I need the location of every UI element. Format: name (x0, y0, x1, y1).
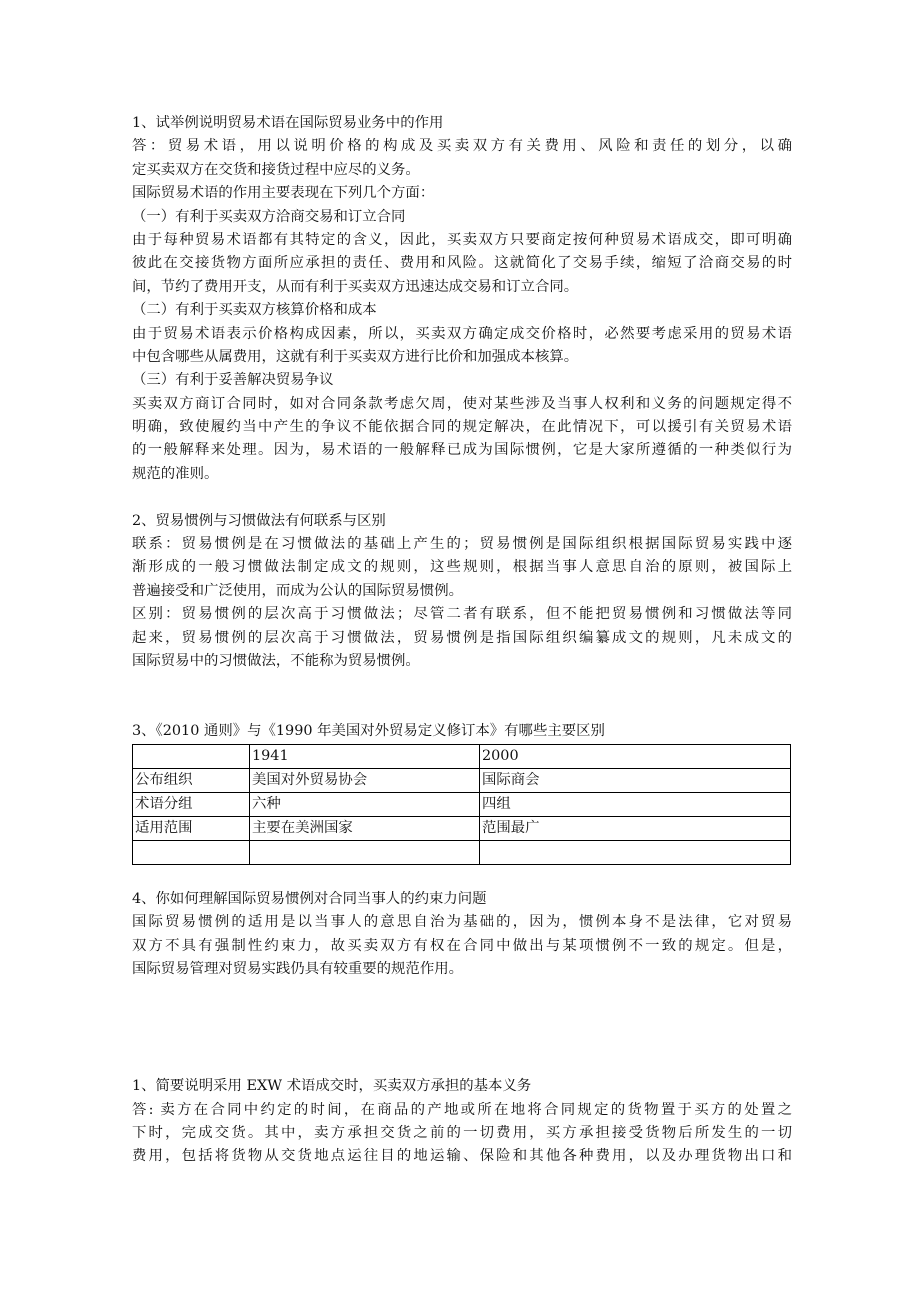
section4-heading: 4、你如何理解国际贸易惯例对合同当事人的约束力问题 (132, 890, 487, 907)
spacer (132, 1028, 792, 1075)
section2-diff-line: 区别：贸易惯例的层次高于习惯做法；尽管二者有联系，但不能把贸易惯例和习惯做法等同 (132, 606, 792, 623)
section4-text-line: 双方不具有强制性约束力，故买卖双方有权在合同中做出与某项惯例不一致的规定。但是， (132, 937, 792, 954)
table-cell: 四组 (480, 792, 791, 816)
table-cell: 1941 (250, 744, 480, 768)
table-row (133, 768, 791, 792)
table-row (133, 840, 791, 864)
table-cell (133, 840, 250, 864)
point1-text-line: 彼此在交接货物方面所应承担的责任、费用和风险。这就简化了交易手续，缩短了洽商交易的时 (132, 255, 792, 272)
section2-heading: 2、贸易惯例与习惯做法有何联系与区别 (132, 512, 386, 529)
point3-text-line: 买卖双方商订合同时，如对合同条款考虑欠周，使对某些涉及当事人权利和义务的问题规定得不 (132, 395, 792, 412)
point2-text-line: 中包含哪些从属费用，这就有利于买卖双方进行比价和加强成本核算。 (132, 348, 579, 365)
section5-text-line: 费用，包括将货物从交货地点运往目的地运输、保险和其他各种费用，以及办理货物出口和 (132, 1148, 792, 1165)
table-cell: 适用范围 (133, 816, 250, 840)
section1-answer-line: 答：贸易术语，用以说明价格的构成及买卖双方有关费用、风险和责任的划分，以确 (132, 138, 792, 155)
table-cell: 国际商会 (480, 768, 791, 792)
table-cell: 术语分组 (133, 792, 250, 816)
point3-title: （三）有利于妥善解决贸易争议 (132, 372, 334, 389)
table-cell: 公布组织 (133, 768, 250, 792)
point1-title: （一）有利于买卖双方洽商交易和订立合同 (132, 208, 406, 225)
section2-link-line: 渐形成的一般习惯做法制定成文的规则，这些规则，根据当事人意思自治的原则，被国际上 (132, 559, 792, 576)
section1-intro: 国际贸易术语的作用主要表现在下列几个方面： (132, 185, 435, 202)
table-header-row (133, 744, 791, 768)
section2-diff-line: 起来，贸易惯例的层次高于习惯做法，贸易惯例是指国际组织编纂成文的规则，凡未成文的 (132, 629, 792, 646)
point3-text-line: 明确，致使履约当中产生的争议不能依据合同的规定解决，在此情况下，可以援引有关贸易术语 (132, 419, 792, 436)
point3-text-line: 的一般解释来处理。因为，易术语的一般解释已成为国际惯例，它是大家所遵循的一种类似行为 (132, 442, 792, 459)
section1-heading: 1、试举例说明贸易术语在国际贸易业务中的作用 (132, 115, 444, 131)
section5-text-line: 下时，完成交货。其中，卖方承担交货之前的一切费用，买方承担接受货物后所发生的一切 (132, 1124, 792, 1141)
section5-text-line: 答: 卖方在合同中约定的时间，在商品的产地或所在地将合同规定的货物置于买方的处置之 (132, 1101, 792, 1118)
table-row (133, 792, 791, 816)
spacer (132, 865, 792, 888)
table-cell (480, 840, 791, 864)
section5-heading: 1、简要说明采用 EXW 术语成交时，买卖双方承担的基本义务 (132, 1078, 532, 1095)
point2-title: （二）有利于买卖双方核算价格和成本 (132, 302, 377, 319)
table-cell (250, 840, 480, 864)
spacer (132, 486, 792, 509)
table-cell: 美国对外贸易协会 (250, 768, 480, 792)
table-cell: 2000 (480, 744, 791, 768)
section4-text-line: 国际贸易管理对贸易实践仍具有较重要的规范作用。 (132, 961, 463, 978)
table-cell: 主要在美洲国家 (250, 816, 480, 840)
section1-answer-line: 定买卖双方在交货和接货过程中应尽的义务。 (132, 161, 420, 178)
table-cell (133, 744, 250, 768)
point1-text-line: 间，节约了费用开支，从而有利于买卖双方迅速达成交易和订立合同。 (132, 278, 579, 295)
section3-heading: 3、《2010 通则》与《1990 年美国对外贸易定义修订本》有哪些主要区别 (132, 723, 605, 740)
point1-text-line: 由于每种贸易术语都有其特定的含义，因此，买卖双方只要商定按何种贸易术语成交，即可明确 (132, 231, 792, 248)
table-cell: 六种 (250, 792, 480, 816)
table-row (133, 816, 791, 840)
section2-link-line: 联系：贸易惯例是在习惯做法的基础上产生的；贸易惯例是国际组织根据国际贸易实践中逐 (132, 536, 792, 553)
section2-diff-line: 国际贸易中的习惯做法，不能称为贸易惯例。 (132, 652, 420, 669)
section2-link-line: 普遍接受和广泛使用，而成为公认的国际贸易惯例。 (132, 582, 463, 599)
point2-text-line: 由于贸易术语表示价格构成因素，所以，买卖双方确定成交价格时，必然要考虑采用的贸易术语 (132, 325, 792, 342)
spacer (132, 673, 792, 720)
spacer (132, 982, 792, 1029)
comparison-table (132, 744, 791, 865)
document-page (132, 112, 792, 1169)
table-cell: 范围最广 (480, 816, 791, 840)
section4-text-line: 国际贸易惯例的适用是以当事人的意思自治为基础的，因为，惯例本身不是法律，它对贸易 (132, 914, 792, 931)
point3-text-line: 规范的准则。 (132, 465, 219, 482)
